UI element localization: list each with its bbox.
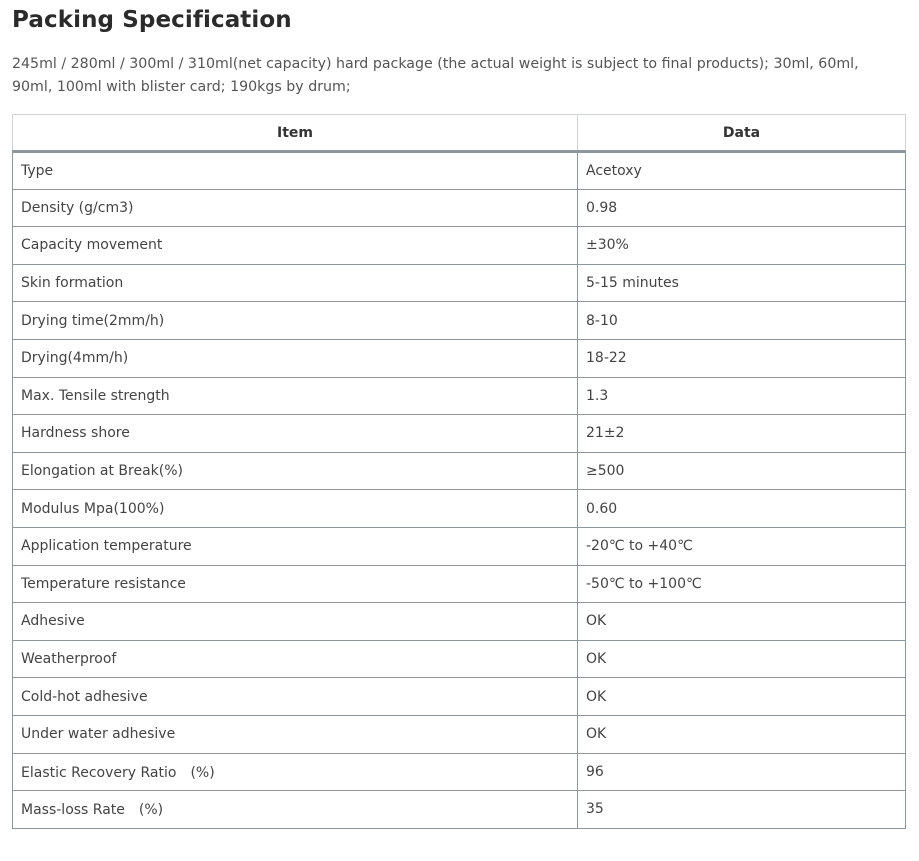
item-cell: Modulus Mpa(100%) <box>13 490 578 528</box>
table-row <box>13 791 906 829</box>
table-row <box>13 640 906 678</box>
table-row <box>13 715 906 753</box>
item-cell: Weatherproof <box>13 640 578 678</box>
data-cell: 0.60 <box>578 490 906 528</box>
item-cell: Under water adhesive <box>13 715 578 753</box>
data-cell: ≥500 <box>578 452 906 490</box>
table-row <box>13 603 906 641</box>
item-cell: Temperature resistance <box>13 565 578 603</box>
data-cell: ±30% <box>578 227 906 265</box>
table-row <box>13 377 906 415</box>
table-row <box>13 415 906 453</box>
data-cell: 8-10 <box>578 302 906 340</box>
item-cell: Skin formation <box>13 264 578 302</box>
data-cell: Acetoxy <box>578 152 906 190</box>
table-row <box>13 753 906 791</box>
table-header-row <box>13 115 906 152</box>
table-row <box>13 227 906 265</box>
table-row <box>13 152 906 190</box>
item-cell: Drying(4mm/h) <box>13 339 578 377</box>
packing-description: 245ml / 280ml / 300ml / 310ml(net capacity) hard package (the actual weight is subject to final products); 30ml, 60ml, 90ml, 100ml with blister card; 190kgs by drum; <box>12 56 859 95</box>
item-cell: Cold-hot adhesive <box>13 678 578 716</box>
data-cell: -50℃ to +100℃ <box>578 565 906 603</box>
item-cell: Application temperature <box>13 527 578 565</box>
table-body <box>13 152 906 829</box>
table-row <box>13 452 906 490</box>
item-cell: Drying time(2mm/h) <box>13 302 578 340</box>
item-cell: Mass-loss Rate (%) <box>13 791 578 829</box>
data-cell: 5-15 minutes <box>578 264 906 302</box>
table-row <box>13 527 906 565</box>
item-cell: Hardness shore <box>13 415 578 453</box>
table-row <box>13 339 906 377</box>
table-row <box>13 302 906 340</box>
table-row <box>13 189 906 227</box>
data-cell: 21±2 <box>578 415 906 453</box>
item-cell: Adhesive <box>13 603 578 641</box>
item-cell: Type <box>13 152 578 190</box>
data-cell: 1.3 <box>578 377 906 415</box>
item-cell: Elongation at Break(%) <box>13 452 578 490</box>
item-cell: Max. Tensile strength <box>13 377 578 415</box>
item-cell: Elastic Recovery Ratio (%) <box>13 753 578 791</box>
data-cell: 18-22 <box>578 339 906 377</box>
page-title: Packing Specification <box>12 7 292 33</box>
item-cell: Density (g/cm3) <box>13 189 578 227</box>
data-cell: 0.98 <box>578 189 906 227</box>
data-cell: 96 <box>578 753 906 791</box>
specification-table <box>12 114 906 829</box>
data-cell: 35 <box>578 791 906 829</box>
table-row <box>13 490 906 528</box>
data-cell: -20℃ to +40℃ <box>578 527 906 565</box>
table-row <box>13 264 906 302</box>
table-row <box>13 678 906 716</box>
header-data: Data <box>578 115 906 152</box>
table-row <box>13 565 906 603</box>
data-cell: OK <box>578 715 906 753</box>
data-cell: OK <box>578 603 906 641</box>
header-item: Item <box>13 115 578 152</box>
data-cell: OK <box>578 640 906 678</box>
data-cell: OK <box>578 678 906 716</box>
item-cell: Capacity movement <box>13 227 578 265</box>
